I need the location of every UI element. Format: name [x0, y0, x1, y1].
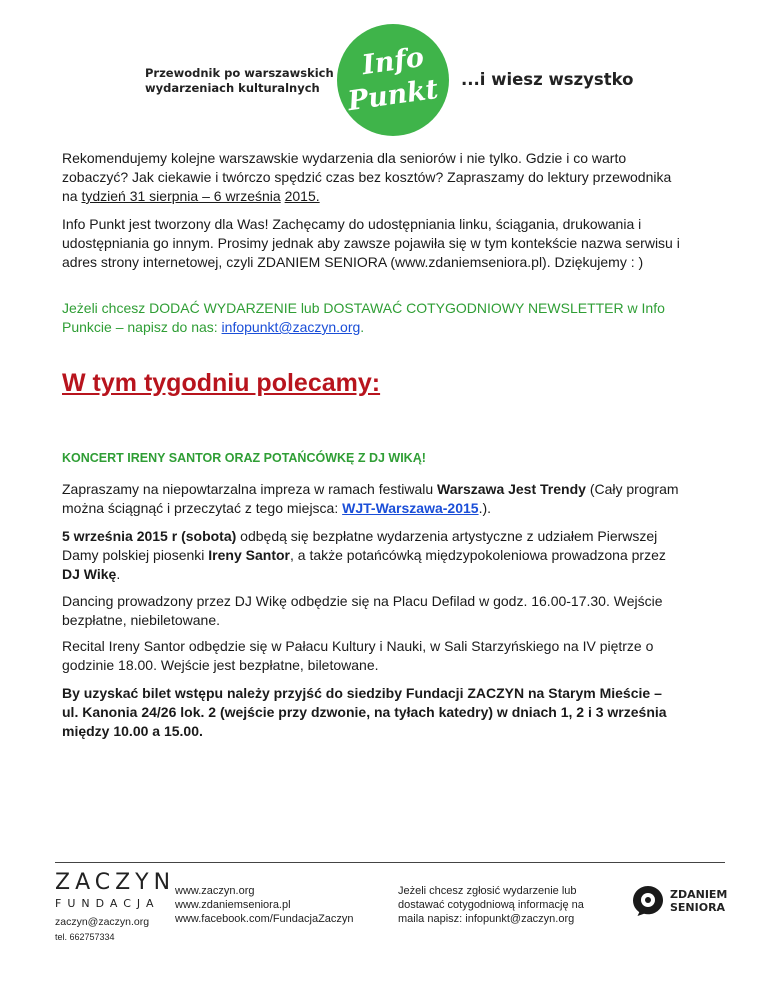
zaczyn-logo — [55, 870, 176, 944]
footer-divider — [55, 862, 725, 863]
info-punkt-logo — [337, 24, 449, 136]
tagline-line-2: wydarzeniach kulturalnych — [145, 81, 320, 95]
footer-phone: tel. 662757334 — [55, 932, 115, 942]
event-paragraph-5: By uzyskać bilet wstępu należy przyjść do siedziby Fundacji ZACZYN na Starym Mieście – ul. Kanonia 24/26 lok. 2 (wejście przy dzwonie, na tyłach katedry) w dniach 1, 2 i 3 września między 10.00 a 15.00. — [62, 685, 667, 739]
intro-paragraph-1 — [62, 149, 682, 206]
header-slogan: ...i wiesz wszystko — [461, 70, 634, 89]
brand-name: ZACZYN — [55, 870, 176, 895]
intro-text: Rekomendujemy kolejne warszawskie wydarzenia dla seniorów i nie tylko. Gdzie i co warto zobaczyć? Jak ciekawie i twórczo spędzić czas bez kosztów? Zapraszamy do lektury przewodnika na — [62, 150, 672, 204]
footer-email: zaczyn@zaczyn.org — [55, 916, 150, 928]
event-date: 5 września 2015 r (sobota) — [62, 528, 237, 544]
logo-text-info: Info — [360, 41, 426, 82]
header-tagline — [145, 66, 335, 96]
event-paragraph-2: 5 września 2015 r (sobota) odbędą się bezpłatne wydarzenia artystyczne z udziałem Pierwszej Damy polskiej piosenki Ireny Santor, a także potańcówką międzypokoleniowa prowadzona przez DJ Wikę. — [62, 528, 666, 582]
footer-link[interactable]: www.zaczyn.org — [175, 885, 255, 897]
footer-link[interactable]: www.facebook.com/FundacjaZaczyn — [175, 913, 354, 925]
speech-bubble-icon — [632, 885, 664, 917]
infopunkt-email-link[interactable]: infopunkt@zaczyn.org — [221, 319, 361, 335]
dj-name: DJ Wikę — [62, 566, 117, 582]
intro-paragraph-3: Jeżeli chcesz DODAĆ WYDARZENIE lub DOSTAWAĆ COTYGODNIOWY NEWSLETTER w Info Punkcie – napisz do nas: infopunkt@zaczyn.org. — [62, 300, 665, 335]
artist-name: Ireny Santor — [208, 547, 290, 563]
week-range: tydzień 31 sierpnia – 6 września — [81, 188, 281, 204]
zdaniem-seniora-logo: ZDANIEM SENIORA — [670, 888, 728, 914]
event-title: KONCERT IRENY SANTOR ORAZ POTAŃCÓWKĘ Z DJ WIKĄ! — [62, 451, 426, 465]
section-heading: W tym tygodniu polecamy: — [62, 369, 381, 397]
tagline-line-1: Przewodnik po warszawskich — [145, 66, 334, 80]
logo-text-punkt: Punkt — [345, 73, 441, 118]
event-paragraph-4: Recital Ireny Santor odbędzie się w Pałacu Kultury i Nauki, w Sali Starzyńskiego na IV piętrze o godzinie 18.00. Wejście jest bezpłatne, biletowane. — [62, 638, 654, 673]
program-download-link[interactable]: WJT-Warszawa-2015 — [342, 500, 479, 516]
newsletter-text: Jeżeli chcesz DODAĆ WYDARZENIE lub DOSTAWAĆ COTYGODNIOWY NEWSLETTER w Info Punkcie – napisz do nas: — [62, 300, 665, 335]
footer-links — [175, 884, 354, 926]
event-paragraph-1: Zapraszamy na niepowtarzalna impreza w ramach festiwalu Warszawa Jest Trendy (Cały program można ściągnąć i przeczytać z tego miejsca: WJT-Warszawa-2015.). — [62, 481, 679, 516]
festival-name: Warszawa Jest Trendy — [437, 481, 586, 497]
year: 2015. — [284, 188, 320, 204]
footer-link[interactable]: www.zdaniemseniora.pl — [175, 899, 291, 911]
intro-paragraph-2: Info Punkt jest tworzony dla Was! Zachęcamy do udostępniania linku, ściągania, drukowania i udostępniania go innym. Prosimy jednak aby zawsze pojawiła się w tym kontekście nazwa serwisu i adres strony internetowej, czyli ZDANIEM SENIORA (www.zdaniemseniora.pl). Dziękujemy : ) — [62, 216, 680, 270]
brand-sub: FUNDACJA — [55, 897, 160, 910]
footer-notice: Jeżeli chcesz zgłosić wydarzenie lub dostawać cotygodniową informację na maila napisz: infopunkt@zaczyn.org — [398, 885, 584, 925]
event-paragraph-3: Dancing prowadzony przez DJ Wikę odbędzie się na Placu Defilad w godz. 16.00-17.30. Wejście bezpłatne, niebiletowane. — [62, 593, 663, 628]
